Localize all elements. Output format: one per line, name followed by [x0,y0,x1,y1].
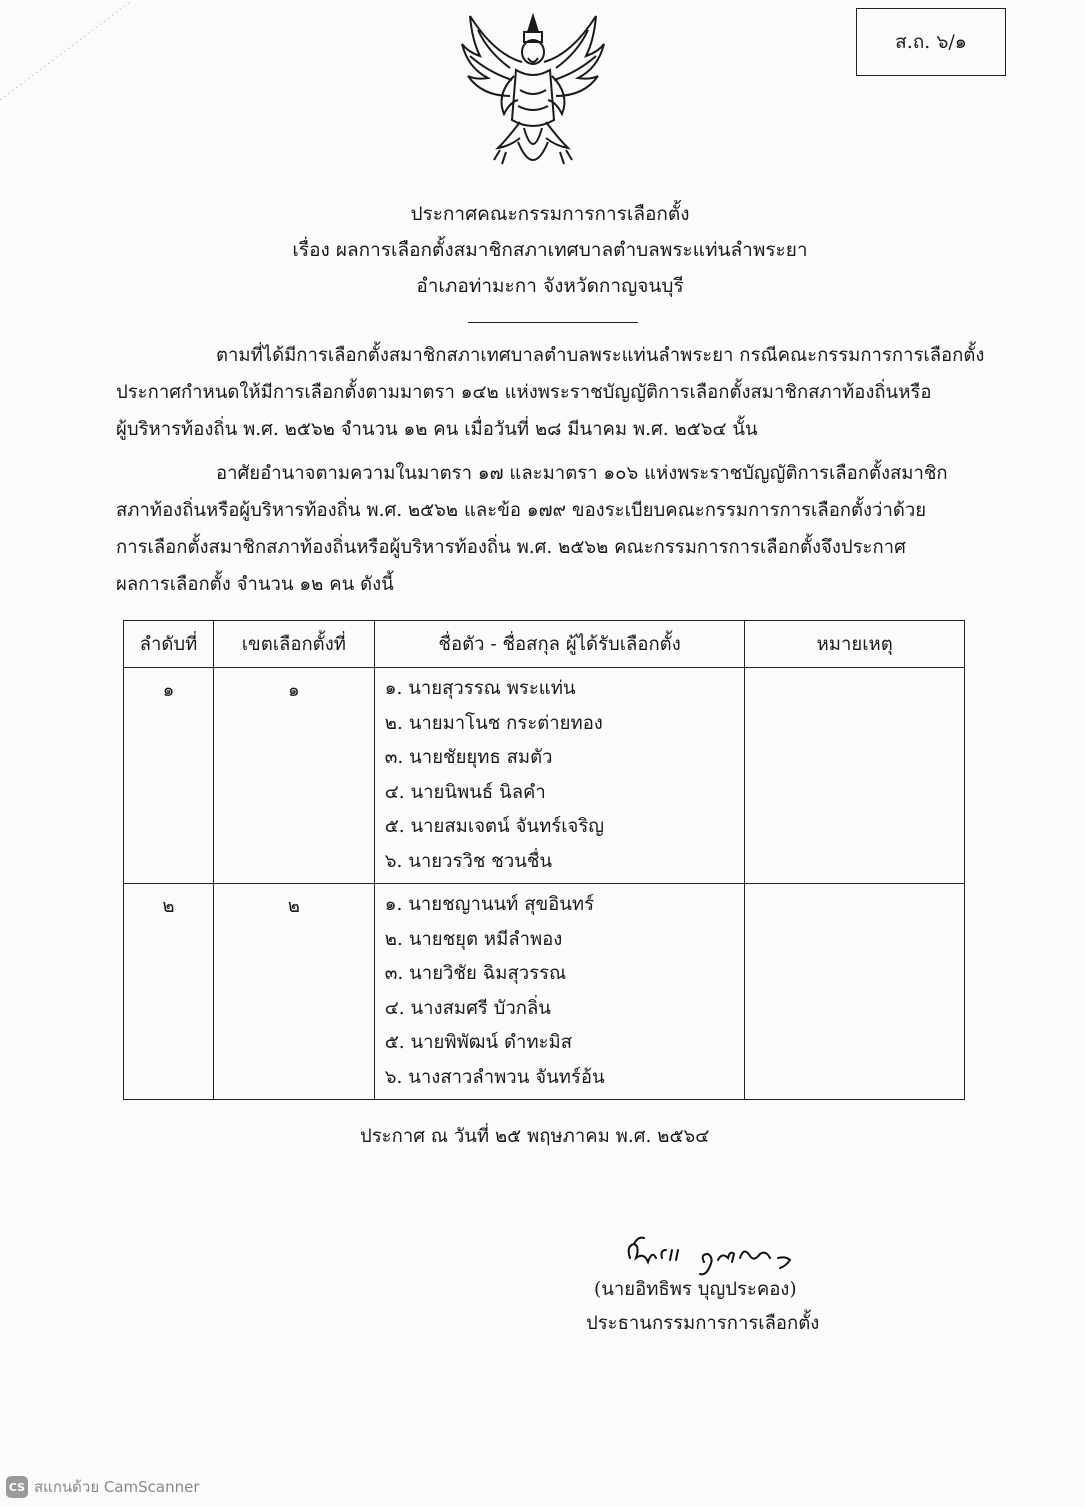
cell-order: ๒ [124,884,214,1100]
camscanner-watermark [6,1474,200,1500]
results-table [123,620,965,1100]
header-remarks: หมายเหตุ [745,621,965,668]
cell-remarks [745,884,965,1100]
table-row [124,884,965,1100]
elected-name: ๖. นางสาวลำพวน จันทร์อ้น [384,1066,605,1088]
paragraph-1-line-2: ประกาศกำหนดให้มีการเลือกตั้งตามมาตรา ๑๔๒ แห่งพระราชบัญญัติการเลือกตั้งสมาชิกสภาท้องถิ่นหรือ [116,382,932,403]
elected-name: ๖. นายวรวิช ชวนชื่น [384,850,553,872]
cell-district: ๑ [213,668,374,884]
elected-name: ๓. นายชัยยุทธ สมตัว [384,747,553,768]
paragraph-1 [116,337,985,448]
elected-name: ๒. นายชยุต หมีลำพอง [384,928,563,950]
announcement-title [200,196,900,304]
signer-title: ประธานกรรมการการเลือกตั้ง [586,1313,820,1334]
paragraph-2-line-4: ผลการเลือกตั้ง จำนวน ๑๒ คน ดังนี้ [116,574,394,595]
form-code: ส.ถ. ๖/๑ [895,31,967,53]
elected-name: ๒. นายมาโนช กระต่ายทอง [384,712,603,734]
paragraph-2 [116,455,976,603]
title-line-2: เรื่อง ผลการเลือกตั้งสมาชิกสภาเทศบาลตำบลพระแท่นลำพระยา [292,239,808,261]
page-fold-mark [0,0,140,110]
paragraph-2-line-3: การเลือกตั้งสมาชิกสภาท้องถิ่นหรือผู้บริหารท้องถิ่น พ.ศ. ๒๕๖๒ คณะกรรมการการเลือกตั้งจึงประกาศ [116,537,906,558]
cell-names [374,884,745,1100]
elected-name: ๔. นางสมศรี บัวกลิ่น [384,997,551,1019]
cell-district: ๒ [213,884,374,1100]
paragraph-1-line-1: ตามที่ได้มีการเลือกตั้งสมาชิกสภาเทศบาลตำบลพระแท่นลำพระยา กรณีคณะกรรมการการเลือกตั้ง [216,345,985,366]
camscanner-logo-icon: CS [6,1476,28,1498]
elected-name: ๑. นายชญานนท์ สุขอินทร์ [384,894,595,915]
table-header-row [124,621,965,668]
elected-name: ๕. นายสมเจตน์ จันทร์เจริญ [384,816,605,837]
title-line-3: อำเภอท่ามะกา จังหวัดกาญจนบุรี [416,275,684,297]
form-code-box [856,8,1006,76]
header-district: เขตเลือกตั้งที่ [213,621,374,668]
elected-name: ๑. นายสุวรรณ พระแท่น [384,678,576,699]
header-order: ลำดับที่ [124,621,214,668]
cell-order: ๑ [124,668,214,884]
header-elected-names: ชื่อตัว - ชื่อสกุล ผู้ได้รับเลือกตั้ง [374,621,745,668]
paragraph-2-line-2: สภาท้องถิ่นหรือผู้บริหารท้องถิ่น พ.ศ. ๒๕๖๒ และข้อ ๑๗๙ ของระเบียบคณะกรรมการการเลือกตั้งว่าด้วย [116,500,927,521]
cell-remarks [745,668,965,884]
table-row [124,668,965,884]
watermark-text: สแกนด้วย CamScanner [34,1478,200,1496]
paragraph-1-line-3: ผู้บริหารท้องถิ่น พ.ศ. ๒๕๖๒ จำนวน ๑๒ คน เมื่อวันที่ ๒๘ มีนาคม พ.ศ. ๒๕๖๔ นั้น [116,419,758,440]
garuda-emblem-icon [458,10,608,182]
elected-name: ๕. นายพิพัฒน์ ดำทะมิส [384,1032,573,1053]
elected-name: ๓. นายวิชัย ฉิมสุวรรณ [384,963,567,984]
cell-names [374,668,745,884]
signer-name: (นายอิทธิพร บุญประคอง) [594,1279,797,1300]
elected-name: ๔. นายนิพนธ์ นิลคำ [384,781,546,803]
title-divider [468,322,638,323]
paragraph-2-line-1: อาศัยอำนาจตามความในมาตรา ๑๗ และมาตรา ๑๐๖ แห่งพระราชบัญญัติการเลือกตั้งสมาชิก [216,463,948,484]
title-line-1: ประกาศคณะกรรมการการเลือกตั้ง [410,203,690,225]
proclamation-date: ประกาศ ณ วันที่ ๒๕ พฤษภาคม พ.ศ. ๒๕๖๔ [360,1126,710,1147]
